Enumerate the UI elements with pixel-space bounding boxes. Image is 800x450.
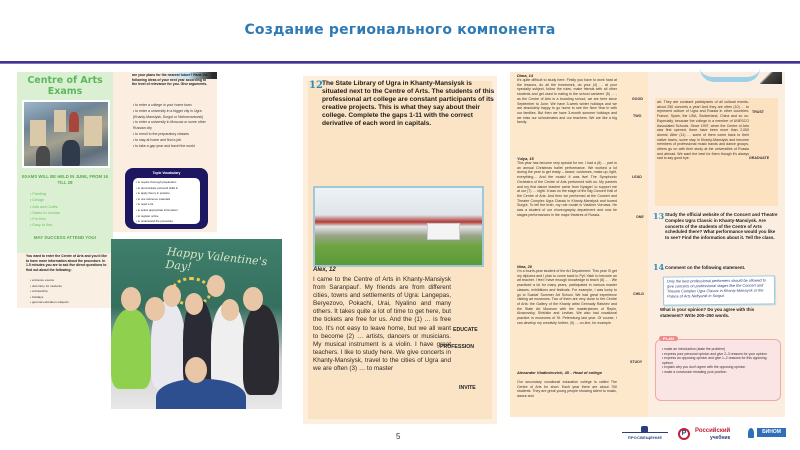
success-banner: MAY SUCCESS ATTEND YOU!: [33, 235, 97, 240]
keyword: EDUCATE: [453, 327, 478, 333]
keyword: STUDY: [630, 360, 643, 364]
list-item: • Painting: [30, 191, 60, 197]
list-item: • general education subjects: [30, 300, 69, 306]
list-item: • Easy to find: [30, 222, 60, 228]
board-caption: Happy Valentine's Day!: [164, 245, 268, 274]
list-item: • For free: [30, 216, 60, 222]
art-class-photo: [22, 100, 110, 168]
prosveshchenie-logo: ПРОСВЕЩЕНИЕ: [622, 426, 668, 442]
list-item: • make a conclusion restating your position: [662, 370, 776, 375]
decorative-corner: [760, 72, 782, 84]
class-photo: [111, 239, 282, 409]
bird-icon: [748, 428, 754, 438]
list-item: • to enter a university in Moscow or some other Russian city: [133, 120, 213, 132]
list-item: • to enroll to the preparatory classes: [133, 132, 213, 138]
vocabulary-title: Topic Vocabulary: [152, 171, 181, 175]
list-item: • to understand the procedure: [136, 219, 197, 225]
keyword: PROFESSION: [440, 344, 475, 350]
want-list: [30, 278, 69, 306]
title-divider: [0, 61, 800, 64]
r-mark-icon: Р: [678, 428, 690, 440]
speaker-text: Our secondary vocational education college is called The Centre of Arts for short. Each year there are about 700 students. They are great young people showing talent to music, dance and: [517, 380, 617, 399]
statement-quote: Only the best professional performers should be allowed to give concerts on professional stages like the Concert and Theatre Complex Ugra Classic in Khanty-Mansiysk or the Palace of Arts Neftyanik in Surgut.: [663, 275, 775, 305]
page-number: 5: [396, 432, 401, 441]
continuation-text: art. They are constant participants of all cultural events- about 250 concerts a year! And they are often (10) … to represent culture of Ugra and Russia in other countries: France, Spain, the USA, Switzerland, China and so on. Especially, because the college is a member of UNESCO Associated Schools. Since 1997, when the Centre of Arts was first opened, there have been more than 2,000 alumni. After (11) … some of them come back to their native towns, some stay in Khanty-Mansiysk and become members of professional music bands and dance groups, others go on with their study at the universities of Russia and abroad. We want the best for them though it's always sad to say good bye.: [657, 100, 749, 161]
rank-heading: are your plans for the nearest future? Rank the following ideas of your next year according to the level of relevance for you. Give arguments.: [132, 73, 208, 86]
library-photo: [313, 186, 484, 267]
vocabulary-list: [133, 178, 200, 224]
want-text: You want to enter the Centre of Arts and you'd like to have more information about the procedure. In 1.5 minutes you are to ask five direct questions to find out about the following:: [26, 254, 108, 272]
task-12-text: The State Library of Ugra in Khanty-Mansiysk is situated next to the Centre of Arts. The students of this professional art college are constant participants of its creative projects. This is what they say about their college. Complete the gaps 1-11 with the correct derivative of each word in capitals.: [322, 80, 495, 128]
exams-dates: EXAMS WILL BE HELD IN JUNE, FROM 16 TILL 28: [21, 174, 109, 185]
poster-list: [30, 191, 60, 229]
keyword: TWO: [633, 114, 642, 118]
keyword: INVITE: [459, 385, 476, 391]
speaker-name: Yulya, 15: [517, 156, 534, 161]
keyword: ONE: [636, 215, 644, 219]
list-item: • express your personal opinion and give 2–3 reasons for your opinion: [662, 352, 776, 357]
speaker-text: It's quite difficult to study here. Firstly you have to work hard at the lessons, do all the homework, do your (4) … at your specialty subject, follow the rules, make friends with all other students and get used to eating in the school canteen! (5) … , as the Centre of Arts is a boarding school, we are here since September to June. We have 3-week winter holidays and we are absolutely happy to go home to see the New Year in with our families. But then we have 3-month summer holidays and we miss our schoolmates and our teachers. We are like a big family.: [517, 78, 617, 125]
list-item: • to need a lot: [136, 202, 197, 208]
list-item: • to demonstrate profound skills in: [136, 186, 197, 192]
list-item: • express an opposing opinion and give 1–2 reasons for this opposing opinion: [662, 356, 776, 365]
list-item: • scholarship: [30, 289, 69, 295]
list-item: • Dates to choose: [30, 210, 60, 216]
speaker-text: I'm a fourth-year student of the Art Department. This year I'll get my diploma and I plan to come back to Pyt'-Yakh to become an art teacher. I feel I have enough knowledge to teach (8) … . We practiced a lot for many years, participated in various master classes, exhibitions and festivals. For example, I was lucky to go to Suzdal' Summer Art School. We had great experience visiting art museums. Two of them are very close to the Centre of Arts: the Gallery of the Khanty artist Gennady Raishev and the State Art Museum with the masterpieces of Repin, Aivazovsky, Shishkin and Levitan. We also had vocational practice in museums of St. Petersburg last year. Of course, I can develop my creativity further, (9) … on-line, for example.: [517, 269, 617, 325]
plan-label: PLAN: [659, 336, 678, 341]
list-item: • entrance exams: [30, 278, 69, 284]
keyword: GRADUATE: [749, 156, 770, 160]
poster-title: Centre of Arts Exams: [27, 75, 103, 97]
list-item: • to apply theory in practice: [136, 191, 197, 197]
speaker-name: Alex, 12: [313, 267, 336, 273]
list-item: • to select appropriate information: [136, 208, 197, 214]
list-item: • Design: [30, 197, 60, 203]
task-13-text: Study the official website of the Concert and Theatre Complex Ugra Classic in Khanty-Mansiysk. Are concerts of the students of the Centre of Arts scheduled there? What performance would you like to see? Find the information about it. Tell the class.: [665, 212, 778, 241]
task-number-13: 13: [653, 211, 665, 221]
keyword: LEAD: [632, 175, 642, 179]
task-number-14: 14: [653, 262, 665, 272]
list-item: • to register online: [136, 214, 197, 220]
russian-textbook-logo: Р Российский учебник: [678, 426, 742, 444]
list-item: • holidays: [30, 295, 69, 301]
list-item: • to take a gap year and travel the world: [133, 144, 213, 150]
list-item: • make an introduction (state the problem): [662, 347, 776, 352]
task-number-12: 12: [309, 80, 323, 91]
plan-list: [662, 347, 776, 375]
list-item: • to enter a university in a bigger city in Ugra (Khanty-Mansiysk, Surgut or Nizhnevartovsk): [133, 109, 213, 121]
list-item: • Arts and Crafts: [30, 204, 60, 210]
decorative-arc: [700, 68, 760, 82]
topic-vocabulary-box: [125, 168, 208, 229]
speaker-name: Dima, 14: [517, 73, 534, 78]
opinion-prompt: What is your opinion? Do you agree with this statement? Write 200–250 words.: [660, 307, 755, 318]
speaker-text: This year has become very special for me. I had a (6) … part in an annual Christmas ballet performance. We worked a lot during the year to get ready – dance, costumes, make-up, light, everything… And the music! It was live! The Symphonic Orchestra of the Centre of Arts performed with us. My parents and my first dance teacher came from Nyagan' to support me at our (7) … night. It was on the stage of the Big Concert Hall of the Centre of Arts. And then we performed at the Concert and Theatre Complex Ugra Classic in Khanty-Mansiysk and toured Surgut. To tell the truth, my role model is Vladimir Vornava. He was a student of our choreography department and now he stages performances in the major theatres of Russia.: [517, 161, 617, 217]
list-item: • to require thorough preparation: [136, 180, 197, 186]
list-item: • to use reference materials: [136, 197, 197, 203]
task-14-text: Comment on the following statement.: [665, 265, 746, 270]
plan-box: [655, 339, 781, 401]
list-item: • explain why you don't agree with the opposing opinion: [662, 365, 776, 370]
slide-title: Создание регионального компонента: [244, 22, 556, 38]
keyword: GOOD: [632, 97, 643, 101]
binom-logo: БИНОМ: [748, 426, 788, 440]
keyword: TRUST: [752, 110, 764, 114]
library-sign: [427, 223, 460, 240]
speaker-name: Nina, 20: [517, 264, 532, 269]
keyword: CHILD: [633, 292, 644, 296]
list-item: • dormitory for students: [30, 284, 69, 290]
list-item: • to enter a college in your home town: [133, 103, 213, 109]
speaker-text: I came to the Centre of Arts in Khanty-Mansiysk from Saranpaul'. My friends are from different cities, towns and settlements of Ugra: Langepas, Beryezovo, Pokachi, Urai, Nyalino and many others. It takes quite a lot of time to get here, but the tickets are free for us. And the (1) … is free too. It's not easy to leave home, but we all want to become (2) … artists, dancers or musicians. My musical instrument is a violin. I have great teachers. I like to study here. We give concerts in Khanty-Mansiysk, travel to the cities of Ugra and we are often (3) … to master: [313, 276, 451, 373]
speaker-name: Alexander Vladimirovich, 45 – Head of college: [517, 370, 602, 375]
list-item: • to stay at home and find a job: [133, 138, 213, 144]
rank-list: [133, 103, 213, 149]
